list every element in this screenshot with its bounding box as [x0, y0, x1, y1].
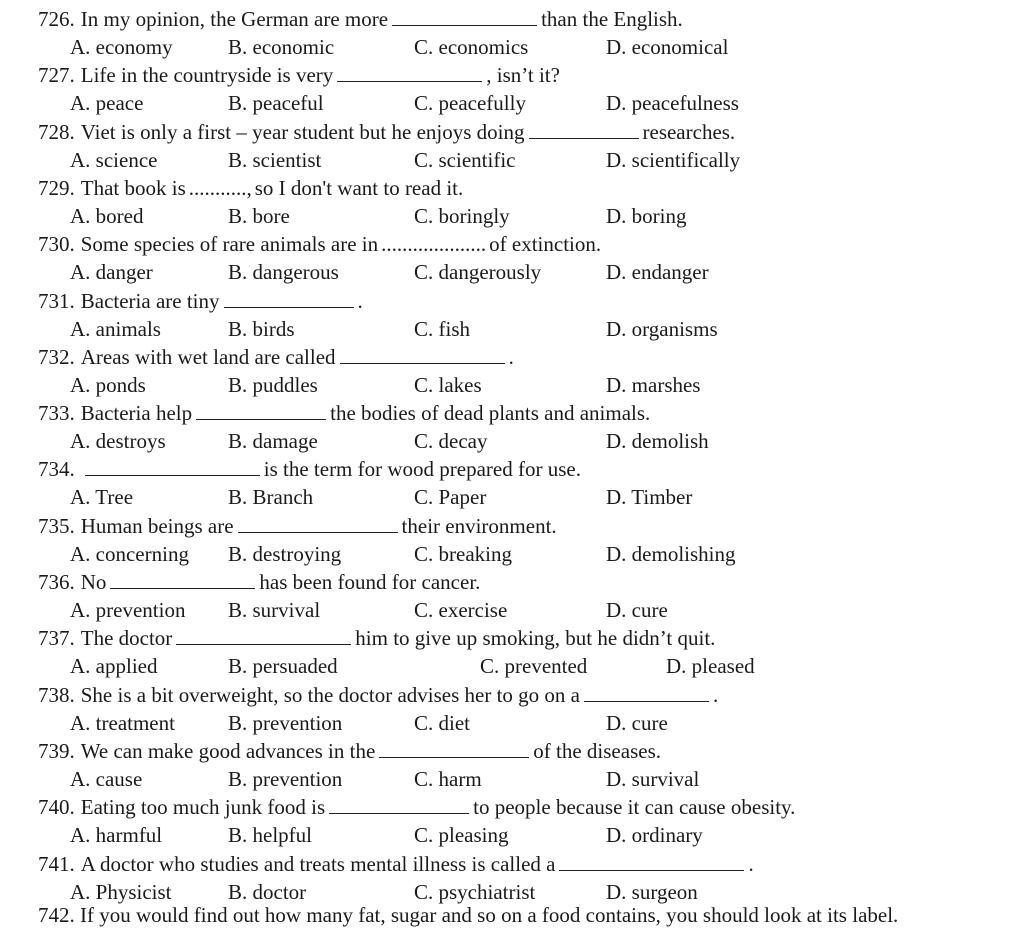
- answer-option-c: C. prevented: [480, 654, 588, 679]
- question-number: 726.: [38, 7, 75, 31]
- answer-blank: [85, 457, 260, 476]
- answer-option-d: D. demolishing: [606, 541, 736, 566]
- answer-option-a: A. danger: [70, 260, 153, 285]
- question-text-before: She is a bit overweight, so the doctor advises her to go on a: [80, 682, 580, 707]
- question-text-before: Human beings are: [80, 513, 234, 538]
- question-739: [38, 738, 661, 764]
- answer-blank-dots: ...........,: [188, 175, 252, 200]
- question-number: 737.: [38, 626, 75, 651]
- answer-option-c: C. boringly: [414, 203, 510, 228]
- answer-option-a: A. science: [70, 147, 158, 172]
- answer-option-c: C. lakes: [414, 372, 482, 397]
- answer-option-c: C. scientific: [414, 147, 516, 172]
- question-text-after: than the English.: [541, 7, 683, 31]
- answer-option-a: A. Tree: [70, 485, 134, 510]
- question-731: [38, 288, 363, 314]
- question-text-after: researches.: [642, 119, 736, 144]
- question-number: 727.: [38, 63, 75, 88]
- answer-option-b: B. Branch: [228, 485, 314, 510]
- answer-option-d: D. pleased: [666, 654, 755, 679]
- answer-option-d: D. scientifically: [606, 147, 741, 172]
- question-text-after: him to give up smoking, but he didn’t quit.: [355, 626, 716, 651]
- answer-option-d: D. ordinary: [606, 823, 703, 848]
- answer-option-a: A. animals: [70, 316, 161, 341]
- answer-option-c: C. peacefully: [414, 91, 526, 116]
- answer-blank-dots: ....................: [381, 232, 487, 257]
- question-730: [38, 231, 601, 257]
- question-number: 733.: [38, 401, 75, 426]
- question-text-before: Eating too much junk food is: [80, 795, 326, 820]
- question-text-after: .: [712, 682, 719, 707]
- answer-option-c: C. exercise: [414, 598, 508, 622]
- question-text-before: Some species of rare animals are in: [80, 232, 379, 257]
- answer-option-a: A. treatment: [70, 710, 175, 735]
- answer-option-c: C. diet: [414, 710, 470, 735]
- question-738: [38, 682, 718, 708]
- answer-option-d: D. marshes: [606, 372, 701, 397]
- answer-blank: [238, 514, 398, 533]
- answer-option-c: C. psychiatrist: [414, 879, 536, 904]
- answer-option-d: D. economical: [606, 35, 729, 59]
- question-text-after: .: [508, 344, 514, 369]
- question-741: [38, 851, 754, 877]
- answer-option-a: A. harmful: [70, 823, 163, 848]
- question-text-before: Bacteria are tiny: [80, 288, 220, 313]
- answer-option-c: C. breaking: [414, 541, 512, 566]
- question-text-after: has been found for cancer.: [259, 570, 481, 594]
- answer-option-c: C. harm: [414, 766, 482, 791]
- question-number: 731.: [38, 288, 75, 313]
- question-734: [38, 456, 581, 482]
- question-number: 729.: [38, 175, 75, 200]
- answer-option-c: C. decay: [414, 429, 488, 454]
- answer-option-b: B. damage: [228, 429, 318, 454]
- answer-option-d: D. boring: [606, 203, 687, 228]
- answer-option-d: D. cure: [606, 710, 668, 735]
- question-728: [38, 119, 735, 145]
- answer-option-a: A. Physicist: [70, 879, 172, 904]
- question-text-before: The doctor: [80, 626, 173, 651]
- answer-option-c: C. economics: [414, 35, 529, 59]
- question-732: [38, 344, 514, 370]
- answer-option-b: B. peaceful: [228, 91, 324, 116]
- answer-option-d: D. endanger: [606, 260, 709, 285]
- answer-blank: [176, 626, 351, 645]
- question-text-before: A doctor who studies and treats mental illness is called a: [80, 851, 556, 876]
- answer-option-c: C. pleasing: [414, 823, 509, 848]
- answer-blank: [584, 683, 709, 702]
- answer-option-a: A. destroys: [70, 429, 166, 454]
- question-text-after: .: [357, 288, 363, 313]
- answer-option-a: A. bored: [70, 203, 144, 228]
- question-729: [38, 175, 463, 201]
- answer-option-b: B. birds: [228, 316, 295, 341]
- question-text-after: their environment.: [401, 513, 557, 538]
- question-number: 738.: [38, 682, 75, 707]
- question-text-before: In my opinion, the German are more: [80, 7, 389, 31]
- answer-option-a: A. concerning: [70, 541, 189, 566]
- question-737: [38, 625, 715, 651]
- question-735: [38, 513, 557, 539]
- question-text-after: so I don't want to read it.: [254, 175, 464, 200]
- answer-blank: [379, 739, 529, 758]
- answer-option-d: D. survival: [606, 766, 700, 791]
- answer-option-a: A. economy: [70, 35, 173, 59]
- answer-option-d: D. peacefulness: [606, 91, 739, 116]
- question-text-before: No: [80, 570, 107, 594]
- question-text-after: of extinction.: [489, 232, 602, 257]
- answer-blank: [392, 7, 537, 26]
- answer-option-a: A. applied: [70, 654, 158, 679]
- answer-option-d: D. organisms: [606, 316, 718, 341]
- answer-blank: [559, 852, 744, 871]
- question-text-before: That book is: [80, 175, 186, 200]
- question-number: 732.: [38, 344, 75, 369]
- question-text-after: the bodies of dead plants and animals.: [330, 401, 651, 426]
- question-text-before: Life in the countryside is very: [80, 63, 334, 88]
- question-727: [38, 62, 560, 88]
- question-number: 728.: [38, 119, 75, 144]
- answer-blank: [340, 345, 505, 364]
- answer-option-b: B. survival: [228, 598, 321, 622]
- answer-blank: [529, 120, 639, 139]
- question-text-before: Areas with wet land are called: [80, 344, 336, 369]
- answer-option-b: B. economic: [228, 35, 335, 59]
- question-number: 739.: [38, 738, 75, 763]
- answer-option-b: B. bore: [228, 203, 290, 228]
- question-number: 735.: [38, 513, 75, 538]
- question-number: 730.: [38, 232, 75, 257]
- answer-option-a: A. ponds: [70, 372, 146, 397]
- question-text-after: of the diseases.: [533, 738, 661, 763]
- question-text-after: is the term for wood prepared for use.: [263, 457, 581, 482]
- answer-option-a: A. prevention: [70, 598, 186, 622]
- answer-option-c: C. dangerously: [414, 260, 542, 285]
- answer-option-b: B. prevention: [228, 710, 343, 735]
- answer-option-b: B. persuaded: [228, 654, 338, 679]
- answer-option-b: B. prevention: [228, 766, 343, 791]
- question-text-before: Viet is only a first – year student but he enjoys doing: [80, 119, 525, 144]
- answer-blank: [329, 795, 469, 814]
- answer-option-d: D. Timber: [606, 485, 693, 510]
- answer-option-d: D. surgeon: [606, 879, 698, 904]
- answer-option-b: B. puddles: [228, 372, 318, 397]
- answer-option-a: A. peace: [70, 91, 144, 116]
- answer-option-b: B. helpful: [228, 823, 312, 848]
- question-number: 741.: [38, 851, 75, 876]
- question-736: [38, 569, 480, 595]
- question-text-after: to people because it can cause obesity.: [473, 795, 796, 820]
- answer-blank: [110, 570, 255, 589]
- answer-option-d: D. demolish: [606, 429, 709, 454]
- answer-blank: [196, 401, 326, 420]
- answer-blank: [337, 63, 482, 82]
- question-number: 734.: [38, 457, 75, 482]
- question-text-after: .: [748, 851, 754, 876]
- answer-option-b: B. scientist: [228, 147, 322, 172]
- answer-option-c: C. Paper: [414, 485, 487, 510]
- answer-option-c: C. fish: [414, 316, 471, 341]
- answer-option-b: B. doctor: [228, 879, 307, 904]
- answer-option-b: B. destroying: [228, 541, 342, 566]
- answer-option-a: A. cause: [70, 766, 143, 791]
- question-text-before: Bacteria help: [80, 401, 193, 426]
- answer-blank: [224, 289, 354, 308]
- answer-option-b: B. dangerous: [228, 260, 339, 285]
- answer-option-d: D. cure: [606, 598, 668, 622]
- question-740: [38, 794, 795, 820]
- question-726: [38, 6, 683, 32]
- question-text-before: We can make good advances in the: [80, 738, 376, 763]
- question-733: [38, 400, 650, 426]
- cut-off-question: 742. If you would find out how many fat, sugar and so on a food contains, you should look at its label.: [38, 903, 899, 927]
- question-text-after: , isn’t it?: [486, 63, 560, 88]
- question-number: 736.: [38, 570, 75, 594]
- question-number: 740.: [38, 795, 75, 820]
